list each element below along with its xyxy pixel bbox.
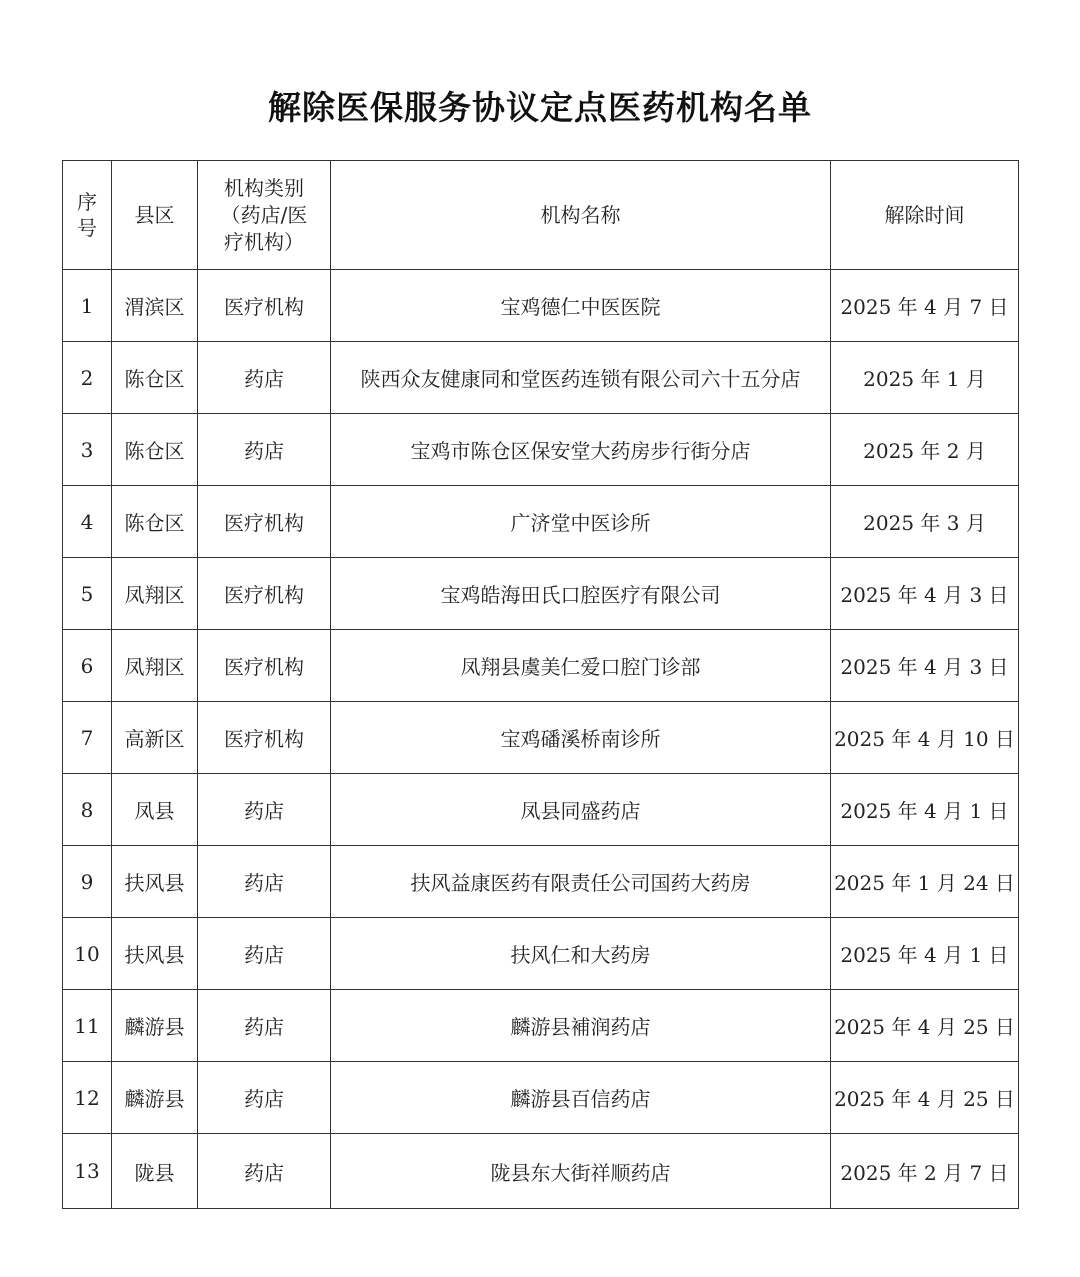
cell-seq: 11 (63, 990, 112, 1062)
cell-seq: 6 (63, 630, 112, 702)
cell-date: 2025 年 4 月 3 日 (831, 630, 1019, 702)
cell-date: 2025 年 3 月 (831, 486, 1019, 558)
cell-seq: 1 (63, 270, 112, 342)
table-row (63, 558, 1019, 630)
cell-date: 2025 年 1 月 24 日 (831, 846, 1019, 918)
cell-name: 陕西众友健康同和堂医药连锁有限公司六十五分店 (331, 342, 831, 414)
cell-category: 药店 (198, 1134, 331, 1209)
cell-seq: 7 (63, 702, 112, 774)
cell-seq: 5 (63, 558, 112, 630)
table-row (63, 1134, 1019, 1209)
cell-date: 2025 年 4 月 1 日 (831, 918, 1019, 990)
cell-date: 2025 年 4 月 7 日 (831, 270, 1019, 342)
cell-category: 药店 (198, 1062, 331, 1134)
header-category: 机构类别（药店/医疗机构） (198, 161, 331, 270)
cell-date: 2025 年 4 月 25 日 (831, 1062, 1019, 1134)
table-row (63, 990, 1019, 1062)
cell-category: 药店 (198, 774, 331, 846)
table-row (63, 630, 1019, 702)
table-row (63, 846, 1019, 918)
cell-name: 广济堂中医诊所 (331, 486, 831, 558)
cell-name: 凤翔县虞美仁爱口腔门诊部 (331, 630, 831, 702)
table-row (63, 918, 1019, 990)
cell-district: 扶风县 (112, 846, 198, 918)
cell-name: 宝鸡市陈仓区保安堂大药房步行街分店 (331, 414, 831, 486)
cell-district: 麟游县 (112, 990, 198, 1062)
cell-category: 医疗机构 (198, 486, 331, 558)
header-district: 县区 (112, 161, 198, 270)
cell-district: 陇县 (112, 1134, 198, 1209)
cell-seq: 13 (63, 1134, 112, 1209)
cell-seq: 10 (63, 918, 112, 990)
cell-name: 麟游县百信药店 (331, 1062, 831, 1134)
cell-seq: 3 (63, 414, 112, 486)
header-name: 机构名称 (331, 161, 831, 270)
table-header-row (63, 161, 1019, 270)
table-row (63, 342, 1019, 414)
cell-date: 2025 年 4 月 25 日 (831, 990, 1019, 1062)
table-row (63, 414, 1019, 486)
cell-seq: 9 (63, 846, 112, 918)
cell-name: 凤县同盛药店 (331, 774, 831, 846)
table-row (63, 774, 1019, 846)
cell-date: 2025 年 2 月 (831, 414, 1019, 486)
cell-district: 扶风县 (112, 918, 198, 990)
cell-name: 宝鸡磻溪桥南诊所 (331, 702, 831, 774)
cell-name: 宝鸡皓海田氏口腔医疗有限公司 (331, 558, 831, 630)
cell-district: 渭滨区 (112, 270, 198, 342)
table-row (63, 1062, 1019, 1134)
cell-seq: 12 (63, 1062, 112, 1134)
cell-category: 医疗机构 (198, 702, 331, 774)
cell-category: 药店 (198, 342, 331, 414)
cell-name: 陇县东大街祥顺药店 (331, 1134, 831, 1209)
cell-category: 药店 (198, 990, 331, 1062)
cell-district: 陈仓区 (112, 414, 198, 486)
header-date: 解除时间 (831, 161, 1019, 270)
cell-district: 凤翔区 (112, 630, 198, 702)
table-row (63, 486, 1019, 558)
cell-district: 麟游县 (112, 1062, 198, 1134)
cell-category: 医疗机构 (198, 558, 331, 630)
cell-seq: 8 (63, 774, 112, 846)
cell-name: 扶风益康医药有限责任公司国药大药房 (331, 846, 831, 918)
cell-category: 医疗机构 (198, 630, 331, 702)
cell-date: 2025 年 4 月 1 日 (831, 774, 1019, 846)
cell-date: 2025 年 4 月 10 日 (831, 702, 1019, 774)
cell-date: 2025 年 1 月 (831, 342, 1019, 414)
cell-seq: 4 (63, 486, 112, 558)
cell-district: 凤县 (112, 774, 198, 846)
cell-name: 扶风仁和大药房 (331, 918, 831, 990)
cell-date: 2025 年 2 月 7 日 (831, 1134, 1019, 1209)
cell-seq: 2 (63, 342, 112, 414)
document-title: 解除医保服务协议定点医药机构名单 (268, 88, 812, 127)
table-row (63, 270, 1019, 342)
cell-category: 医疗机构 (198, 270, 331, 342)
institution-table (62, 160, 1019, 1209)
cell-date: 2025 年 4 月 3 日 (831, 558, 1019, 630)
table-row (63, 702, 1019, 774)
cell-district: 陈仓区 (112, 486, 198, 558)
cell-category: 药店 (198, 846, 331, 918)
cell-district: 陈仓区 (112, 342, 198, 414)
cell-name: 宝鸡德仁中医医院 (331, 270, 831, 342)
cell-category: 药店 (198, 414, 331, 486)
cell-name: 麟游县補润药店 (331, 990, 831, 1062)
cell-category: 药店 (198, 918, 331, 990)
header-seq: 序号 (63, 161, 112, 270)
cell-district: 高新区 (112, 702, 198, 774)
cell-district: 凤翔区 (112, 558, 198, 630)
